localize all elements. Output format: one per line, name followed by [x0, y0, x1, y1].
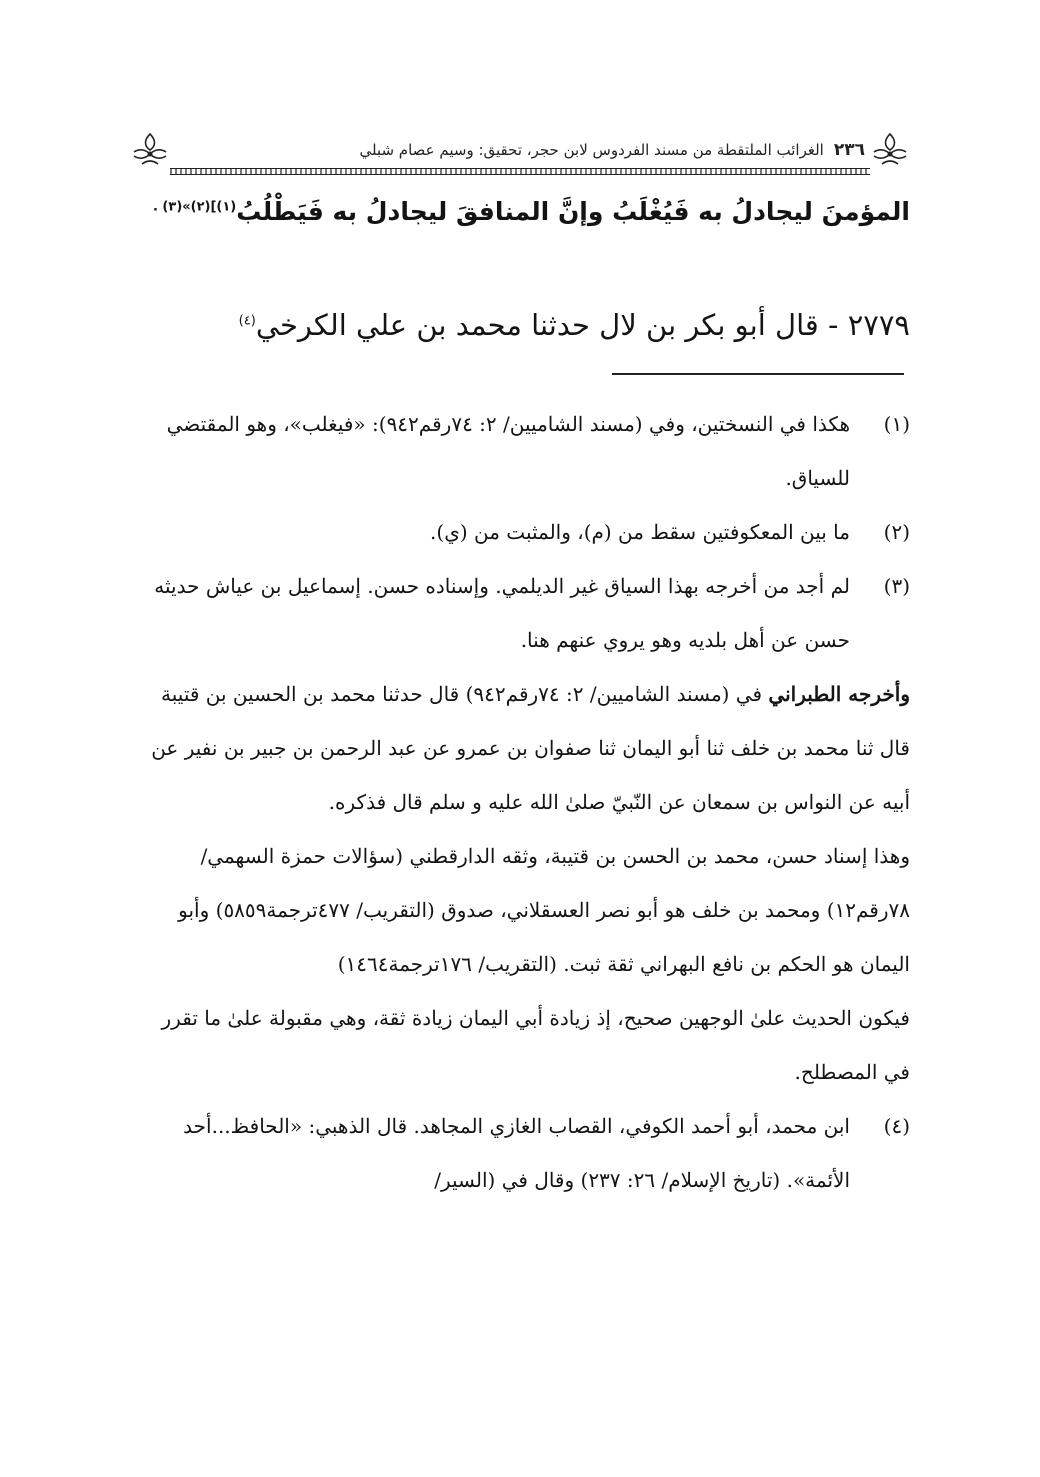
- footnote-paragraph: [130, 559, 850, 667]
- footnote-number: (٢): [883, 520, 910, 544]
- footnote-number: (٣): [883, 574, 910, 598]
- footnote-separator: [612, 373, 904, 375]
- hadith-dash: -: [828, 308, 839, 342]
- footnote-paragraph: [130, 397, 850, 505]
- footnote-text: ابن محمد، أبو أحمد الكوفي، القصاب الغازي المجاهد. قال الذهبي: «الحافظ...أحد الأئمة». (تاريخ الإسلام/ ٢٦: ٢٣٧) وقال في (السير/: [183, 1114, 850, 1192]
- footnote-lead: وأخرجه الطبراني: [768, 682, 910, 706]
- footnote-item: [130, 559, 910, 1099]
- footnote-paragraph: [130, 505, 850, 559]
- footnote-marker: (٤): [238, 313, 256, 329]
- footnote-paragraph: [130, 667, 910, 829]
- floral-ornament-icon: [870, 130, 910, 170]
- footnote-paragraph: [130, 991, 910, 1099]
- footnote-paragraph: [130, 1099, 850, 1207]
- header-rule: [170, 168, 870, 175]
- footnote-number: (٤): [883, 1114, 910, 1138]
- footnote-text: هكذا في النسختين، وفي (مسند الشاميين/ ٢: ٧٤رقم٩٤٢): «فيغلب»، وهو المقتضي للسياق.: [166, 412, 850, 490]
- footnote-item: [130, 505, 910, 559]
- footnote-item: [130, 397, 910, 505]
- header-title-row: [175, 138, 865, 162]
- page-number: ٢٣٦: [833, 140, 865, 160]
- floral-ornament-icon: [130, 130, 170, 170]
- footnote-text: وهذا إسناد حسن، محمد بن الحسن بن قتيبة، وثقه الدارقطني (سؤالات حمزة السهمي/ ٧٨رقم١٢) ومحمد بن خلف هو أبو نصر العسقلاني، صدوق (التقريب/ ٤٧٧ترجمة٥٨٥٩) وأبو اليمان هو الحكم بن نافع البهراني ثقة ثبت. (التقريب/ ١٧٦ترجمة١٤٦٤): [178, 844, 910, 976]
- footnote-text: ما بين المعكوفتين سقط من (م)، والمثبت من (ي).: [430, 520, 850, 544]
- footnote-item: [130, 1099, 910, 1207]
- continued-hadith-text: [152, 190, 910, 234]
- running-header: [130, 130, 910, 178]
- footnote-text: في (مسند الشاميين/ ٢: ٧٤رقم٩٤٢) قال حدثنا محمد بن الحسين بن قتيبة قال ثنا محمد بن خلف ثنا أبو اليمان ثنا صفوان بن عمرو عن عبد الرحمن بن جبير بن نفير عن أبيه عن النواس بن سمعان عن النّبيّ صلىٰ الله عليه و سلم قال فذكره.: [151, 682, 910, 814]
- carry-line-text: المؤمنَ ليجادلُ به فَيُغْلَبُ وإنَّ المنافقَ ليجادلُ به فَيَطْلُبُ: [236, 197, 910, 226]
- running-title: الغرائب الملتقطة من مسند الفردوس لابن حجر، تحقيق: وسيم عصام شبلي: [359, 141, 824, 159]
- hadith-heading: [238, 300, 910, 350]
- footnote-marks: (١)](٢)»(٣) .: [152, 199, 237, 215]
- hadith-number: ٢٧٧٩: [847, 308, 910, 342]
- footnote-paragraph: [130, 829, 910, 991]
- hadith-text: قال أبو بكر بن لال حدثنا محمد بن علي الكرخي: [255, 308, 819, 342]
- footnote-text: لم أجد من أخرجه بهذا السياق غير الديلمي. وإسناده حسن. إسماعيل بن عياش حديثه حسن عن أهل بلديه وهو يروي عنهم هنا.: [154, 574, 850, 652]
- footnote-number: (١): [883, 412, 910, 436]
- footnote-text: فيكون الحديث علىٰ الوجهين صحيح، إذ زيادة أبي اليمان زيادة ثقة، وهي مقبولة علىٰ ما تقرر في المصطلح.: [161, 1006, 910, 1084]
- footnotes: [130, 397, 910, 1207]
